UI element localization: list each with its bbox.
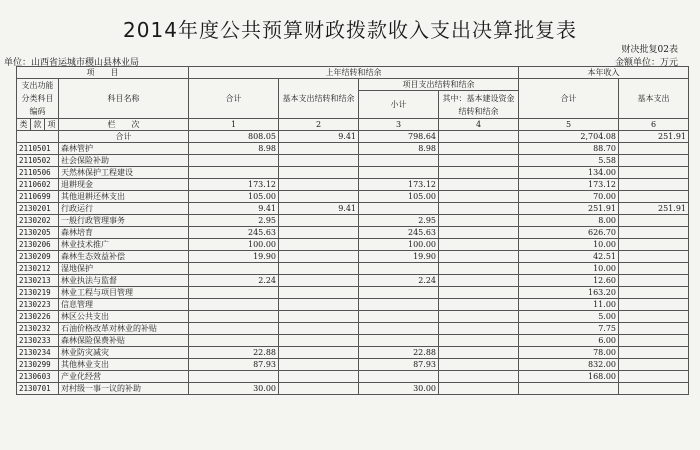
table-row (17, 239, 689, 251)
header-last-year: 上年结转和结余 (189, 67, 519, 79)
subject-code: 2130212 (17, 263, 59, 275)
cell-this-year-basic (619, 227, 689, 239)
cell-this-year-basic (619, 215, 689, 227)
table-row (17, 347, 689, 359)
subject-name: 林业技术推广 (59, 239, 189, 251)
table-row (17, 203, 689, 215)
table-row (17, 299, 689, 311)
table-row (17, 251, 689, 263)
cell-subtotal (359, 167, 439, 179)
cell-infra (439, 263, 519, 275)
cell-basic-carry (279, 347, 359, 359)
cell-this-year-basic: 251.91 (619, 131, 689, 143)
cell-subtotal: 19.90 (359, 251, 439, 263)
cell-total: 19.90 (189, 251, 279, 263)
cell-basic-carry (279, 167, 359, 179)
table-row (17, 311, 689, 323)
table-row (17, 227, 689, 239)
cell-this-year-basic (619, 179, 689, 191)
cell-infra (439, 131, 519, 143)
cell-this-year-basic (619, 239, 689, 251)
header-project-carry: 项目支出结转和结余 (359, 79, 519, 91)
cell-subtotal: 8.98 (359, 143, 439, 155)
cell-subtotal: 30.00 (359, 383, 439, 395)
subject-name: 社会保险补助 (59, 155, 189, 167)
cell-subtotal: 173.12 (359, 179, 439, 191)
cell-total (189, 263, 279, 275)
cell-basic-carry (279, 299, 359, 311)
table-row (17, 371, 689, 383)
cell-this-year-basic (619, 287, 689, 299)
cell-subtotal (359, 287, 439, 299)
table-row (17, 335, 689, 347)
cell-this-year-total: 78.00 (519, 347, 619, 359)
cell-this-year-basic (619, 263, 689, 275)
cell-total: 87.93 (189, 359, 279, 371)
header-infra: 其中：基本建设资金结转和结余 (439, 91, 519, 119)
cell-total: 100.00 (189, 239, 279, 251)
cell-total (189, 323, 279, 335)
cell-total: 2.24 (189, 275, 279, 287)
cell-total (189, 371, 279, 383)
table-row (17, 275, 689, 287)
subject-name: 林区公共支出 (59, 311, 189, 323)
col-num: 5 (519, 119, 619, 131)
cell-subtotal: 100.00 (359, 239, 439, 251)
cell-this-year-basic (619, 251, 689, 263)
subject-code: 2130233 (17, 335, 59, 347)
cell-infra (439, 383, 519, 395)
cell-infra (439, 179, 519, 191)
subject-name: 退耕现金 (59, 179, 189, 191)
header-this-year-basic: 基本支出 (619, 79, 689, 119)
table-row (17, 167, 689, 179)
subject-name: 林业防灾减灾 (59, 347, 189, 359)
cell-total (189, 167, 279, 179)
cell-this-year-total: 10.00 (519, 263, 619, 275)
cell-this-year-total: 5.58 (519, 155, 619, 167)
cell-infra (439, 287, 519, 299)
cell-infra (439, 347, 519, 359)
col-num: 4 (439, 119, 519, 131)
cell-this-year-total: 2,704.08 (519, 131, 619, 143)
cell-infra (439, 143, 519, 155)
cell-subtotal: 2.24 (359, 275, 439, 287)
subject-code: 2130232 (17, 323, 59, 335)
cell-infra (439, 167, 519, 179)
subject-name: 森林培育 (59, 227, 189, 239)
cell-this-year-basic: 251.91 (619, 203, 689, 215)
subject-name: 其他退耕还林支出 (59, 191, 189, 203)
cell-basic-carry (279, 383, 359, 395)
cell-this-year-total: 168.00 (519, 371, 619, 383)
table-row (17, 155, 689, 167)
cell-basic-carry (279, 179, 359, 191)
cell-this-year-basic (619, 335, 689, 347)
header-kuan: 款 (31, 119, 45, 131)
cell-total (189, 335, 279, 347)
subject-name: 行政运行 (59, 203, 189, 215)
total-row (17, 131, 689, 143)
header-total: 合计 (189, 79, 279, 119)
cell-total: 245.63 (189, 227, 279, 239)
table-row (17, 263, 689, 275)
subject-name: 对村级一事一议的补助 (59, 383, 189, 395)
subject-code: 2130219 (17, 287, 59, 299)
cell-this-year-basic (619, 143, 689, 155)
cell-infra (439, 227, 519, 239)
cell-infra (439, 239, 519, 251)
cell-this-year-total: 251.91 (519, 203, 619, 215)
cell-basic-carry (279, 143, 359, 155)
cell-basic-carry (279, 287, 359, 299)
cell-subtotal (359, 155, 439, 167)
cell-basic-carry (279, 371, 359, 383)
header-basic-carry: 基本支出结转和结余 (279, 79, 359, 119)
subject-name: 其他林业支出 (59, 359, 189, 371)
cell-basic-carry (279, 263, 359, 275)
cell-subtotal: 2.95 (359, 215, 439, 227)
col-num: 1 (189, 119, 279, 131)
subject-code: 2110699 (17, 191, 59, 203)
cell-basic-carry (279, 359, 359, 371)
cell-total: 30.00 (189, 383, 279, 395)
cell-this-year-total: 10.00 (519, 239, 619, 251)
cell-total (189, 287, 279, 299)
cell-subtotal (359, 323, 439, 335)
cell-this-year-total: 626.70 (519, 227, 619, 239)
cell-total (189, 311, 279, 323)
cell-this-year-total: 6.00 (519, 335, 619, 347)
cell-basic-carry (279, 239, 359, 251)
cell-basic-carry (279, 251, 359, 263)
cell-this-year-total: 163.20 (519, 287, 619, 299)
cell-infra (439, 203, 519, 215)
subject-name: 森林保险保费补贴 (59, 335, 189, 347)
cell-total: 173.12 (189, 179, 279, 191)
subject-code: 2130223 (17, 299, 59, 311)
cell-basic-carry (279, 215, 359, 227)
cell-this-year-basic (619, 371, 689, 383)
cell-subtotal (359, 371, 439, 383)
cell-this-year-basic (619, 323, 689, 335)
cell-basic-carry: 9.41 (279, 131, 359, 143)
cell-infra (439, 275, 519, 287)
subject-code: 2130202 (17, 215, 59, 227)
cell-total (189, 155, 279, 167)
cell-basic-carry (279, 227, 359, 239)
header-xiang: 项 (45, 119, 59, 131)
cell-this-year-total: 134.00 (519, 167, 619, 179)
cell-infra (439, 191, 519, 203)
cell-subtotal: 105.00 (359, 191, 439, 203)
subject-code: 2110506 (17, 167, 59, 179)
cell-this-year-total: 70.00 (519, 191, 619, 203)
cell-this-year-basic (619, 347, 689, 359)
cell-this-year-total: 12.60 (519, 275, 619, 287)
cell-infra (439, 155, 519, 167)
subject-name: 湿地保护 (59, 263, 189, 275)
cell-this-year-total: 832.00 (519, 359, 619, 371)
subject-code: 2130226 (17, 311, 59, 323)
subject-code: 2130701 (17, 383, 59, 395)
cell-infra (439, 359, 519, 371)
cell-subtotal: 245.63 (359, 227, 439, 239)
header-this-year-total: 合计 (519, 79, 619, 119)
form-number: 财决批复02表 (621, 45, 678, 55)
subject-name: 石油价格改革对林业的补贴 (59, 323, 189, 335)
subject-name: 森林管护 (59, 143, 189, 155)
cell-this-year-total: 8.00 (519, 215, 619, 227)
subject-name: 林业执法与监督 (59, 275, 189, 287)
cell-this-year-total: 11.00 (519, 299, 619, 311)
cell-basic-carry (279, 191, 359, 203)
amount-unit: 金额单位：万元 (614, 58, 678, 68)
cell-basic-carry: 9.41 (279, 203, 359, 215)
cell-subtotal: 798.64 (359, 131, 439, 143)
cell-subtotal (359, 335, 439, 347)
cell-subtotal: 22.88 (359, 347, 439, 359)
subject-code: 2130299 (17, 359, 59, 371)
table-row (17, 383, 689, 395)
table-row (17, 143, 689, 155)
cell-infra (439, 335, 519, 347)
cell-this-year-total: 7.75 (519, 323, 619, 335)
table-row (17, 287, 689, 299)
cell-subtotal (359, 311, 439, 323)
cell-total: 105.00 (189, 191, 279, 203)
subject-code: 2130205 (17, 227, 59, 239)
cell-total (189, 299, 279, 311)
cell-this-year-total: 88.70 (519, 143, 619, 155)
total-label: 合计 (59, 131, 189, 143)
header-this-year: 本年收入 (519, 67, 689, 79)
cell-this-year-basic (619, 155, 689, 167)
cell-this-year-basic (619, 191, 689, 203)
subject-code: 2110602 (17, 179, 59, 191)
cell-basic-carry (279, 155, 359, 167)
cell-basic-carry (279, 335, 359, 347)
table-row (17, 323, 689, 335)
subject-code: 2130206 (17, 239, 59, 251)
header-subtotal: 小计 (359, 91, 439, 119)
document-title: 2014年度公共预算财政拨款收入支出决算批复表 (123, 18, 577, 42)
subject-code: 2130234 (17, 347, 59, 359)
table-row (17, 359, 689, 371)
cell-subtotal: 87.93 (359, 359, 439, 371)
subject-name: 产业化经营 (59, 371, 189, 383)
cell-infra (439, 371, 519, 383)
cell-basic-carry (279, 323, 359, 335)
subject-name: 天然林保护工程建设 (59, 167, 189, 179)
cell-infra (439, 311, 519, 323)
header-lanci: 栏 次 (59, 119, 189, 131)
cell-subtotal (359, 263, 439, 275)
cell-infra (439, 299, 519, 311)
cell-this-year-basic (619, 311, 689, 323)
subject-code: 2130213 (17, 275, 59, 287)
budget-table (16, 66, 689, 395)
cell-total: 22.88 (189, 347, 279, 359)
subject-name: 一般行政管理事务 (59, 215, 189, 227)
cell-total: 808.05 (189, 131, 279, 143)
subject-name: 森林生态效益补偿 (59, 251, 189, 263)
col-num: 2 (279, 119, 359, 131)
cell-total: 8.98 (189, 143, 279, 155)
cell-infra (439, 251, 519, 263)
cell-infra (439, 215, 519, 227)
header-func-class: 支出功能分类科目编码 (17, 79, 59, 119)
header-item: 项 目 (17, 67, 189, 79)
cell-total: 9.41 (189, 203, 279, 215)
cell-basic-carry (279, 275, 359, 287)
subject-code: 2130603 (17, 371, 59, 383)
table-row (17, 191, 689, 203)
cell-this-year-basic (619, 167, 689, 179)
cell-this-year-total: 42.51 (519, 251, 619, 263)
subject-code: 2110502 (17, 155, 59, 167)
cell-this-year-total: 173.12 (519, 179, 619, 191)
header-lei: 类 (17, 119, 31, 131)
cell-subtotal (359, 299, 439, 311)
cell-infra (439, 323, 519, 335)
header-subject-name: 科目名称 (59, 79, 189, 119)
subject-name: 信息管理 (59, 299, 189, 311)
cell-this-year-basic (619, 383, 689, 395)
col-num: 6 (619, 119, 689, 131)
subject-name: 林业工程与项目管理 (59, 287, 189, 299)
cell-this-year-basic (619, 275, 689, 287)
cell-total: 2.95 (189, 215, 279, 227)
col-num: 3 (359, 119, 439, 131)
table-row (17, 215, 689, 227)
subject-code: 2130201 (17, 203, 59, 215)
unit-name: 单位：山西省运城市稷山县林业局 (4, 58, 140, 68)
cell-subtotal (359, 203, 439, 215)
table-row (17, 179, 689, 191)
cell-basic-carry (279, 311, 359, 323)
cell-this-year-basic (619, 359, 689, 371)
cell-this-year-total (519, 383, 619, 395)
cell-this-year-total: 5.00 (519, 311, 619, 323)
cell-this-year-basic (619, 299, 689, 311)
subject-code: 2110501 (17, 143, 59, 155)
subject-code: 2130209 (17, 251, 59, 263)
